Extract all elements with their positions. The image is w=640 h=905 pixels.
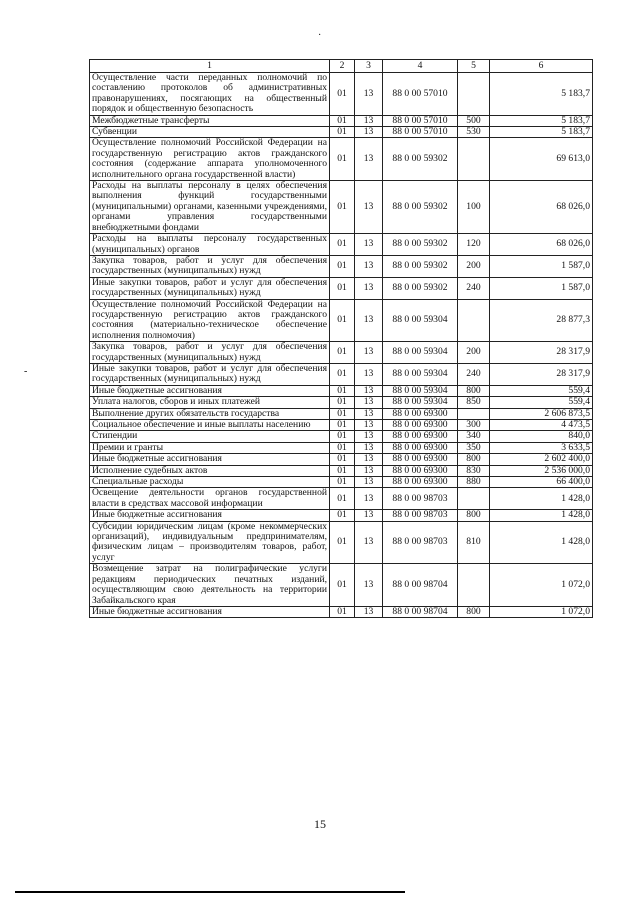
header-col-5: 5 xyxy=(458,60,490,73)
cell-target-code: 88 0 00 59302 xyxy=(383,234,458,256)
cell-subsection: 13 xyxy=(355,477,383,488)
cell-name: Субвенции xyxy=(90,127,330,138)
table-row xyxy=(90,234,593,256)
table-row xyxy=(90,363,593,385)
table-row xyxy=(90,564,593,607)
cell-expense-type xyxy=(458,564,490,607)
cell-subsection: 13 xyxy=(355,442,383,453)
cell-subsection: 13 xyxy=(355,564,383,607)
cell-expense-type: 830 xyxy=(458,465,490,476)
table-row xyxy=(90,510,593,521)
cell-target-code: 88 0 00 59304 xyxy=(383,363,458,385)
table-row xyxy=(90,442,593,453)
cell-amount: 1 072,0 xyxy=(490,564,593,607)
table-row xyxy=(90,420,593,431)
cell-target-code: 88 0 00 69300 xyxy=(383,408,458,419)
cell-subsection: 13 xyxy=(355,385,383,396)
cell-target-code: 88 0 00 59302 xyxy=(383,181,458,234)
cell-subsection: 13 xyxy=(355,408,383,419)
cell-section: 01 xyxy=(330,138,355,181)
cell-subsection: 13 xyxy=(355,115,383,126)
side-mark: - xyxy=(24,366,28,377)
cell-expense-type: 880 xyxy=(458,477,490,488)
cell-target-code: 88 0 00 69300 xyxy=(383,454,458,465)
cell-amount: 559,4 xyxy=(490,397,593,408)
cell-subsection: 13 xyxy=(355,510,383,521)
cell-target-code: 88 0 00 98703 xyxy=(383,488,458,510)
cell-subsection: 13 xyxy=(355,234,383,256)
cell-subsection: 13 xyxy=(355,181,383,234)
cell-name: Закупка товаров, работ и услуг для обеспечения государственных (муниципальных) нужд xyxy=(90,255,330,277)
cell-name: Осуществление полномочий Российской Федерации на государственную регистрацию актов гражданского состояния (содержание аппарата уполномоченного исполнительного органа государственной власти) xyxy=(90,138,330,181)
cell-section: 01 xyxy=(330,363,355,385)
cell-target-code: 88 0 00 57010 xyxy=(383,115,458,126)
cell-section: 01 xyxy=(330,606,355,617)
cell-section: 01 xyxy=(330,299,355,342)
cell-expense-type: 200 xyxy=(458,255,490,277)
cell-amount: 2 606 873,5 xyxy=(490,408,593,419)
cell-subsection: 13 xyxy=(355,277,383,299)
table-row xyxy=(90,181,593,234)
cell-amount: 28 317,9 xyxy=(490,363,593,385)
cell-subsection: 13 xyxy=(355,488,383,510)
cell-section: 01 xyxy=(330,234,355,256)
cell-amount: 68 026,0 xyxy=(490,181,593,234)
cell-section: 01 xyxy=(330,477,355,488)
cell-amount: 1 587,0 xyxy=(490,277,593,299)
table-row xyxy=(90,115,593,126)
cell-target-code: 88 0 00 98704 xyxy=(383,564,458,607)
cell-subsection: 13 xyxy=(355,138,383,181)
cell-target-code: 88 0 00 69300 xyxy=(383,442,458,453)
cell-expense-type xyxy=(458,299,490,342)
cell-expense-type xyxy=(458,73,490,116)
cell-amount: 28 877,3 xyxy=(490,299,593,342)
cell-expense-type: 100 xyxy=(458,181,490,234)
table-row xyxy=(90,465,593,476)
cell-expense-type: 800 xyxy=(458,510,490,521)
cell-name: Иные бюджетные ассигнования xyxy=(90,606,330,617)
cell-amount: 5 183,7 xyxy=(490,73,593,116)
cell-target-code: 88 0 00 59304 xyxy=(383,385,458,396)
cell-name: Выполнение других обязательств государства xyxy=(90,408,330,419)
cell-amount: 69 613,0 xyxy=(490,138,593,181)
cell-subsection: 13 xyxy=(355,454,383,465)
cell-section: 01 xyxy=(330,442,355,453)
cell-target-code: 88 0 00 69300 xyxy=(383,465,458,476)
cell-amount: 1 428,0 xyxy=(490,510,593,521)
cell-section: 01 xyxy=(330,255,355,277)
cell-amount: 2 602 400,0 xyxy=(490,454,593,465)
cell-expense-type: 200 xyxy=(458,342,490,364)
footer-rule xyxy=(15,891,405,893)
cell-expense-type: 350 xyxy=(458,442,490,453)
cell-section: 01 xyxy=(330,397,355,408)
header-col-4: 4 xyxy=(383,60,458,73)
cell-name: Межбюджетные трансферты xyxy=(90,115,330,126)
cell-target-code: 88 0 00 57010 xyxy=(383,127,458,138)
cell-target-code: 88 0 00 69300 xyxy=(383,431,458,442)
cell-subsection: 13 xyxy=(355,255,383,277)
cell-section: 01 xyxy=(330,510,355,521)
table-row xyxy=(90,477,593,488)
cell-name: Иные закупки товаров, работ и услуг для обеспечения государственных (муниципальных) нужд xyxy=(90,277,330,299)
cell-subsection: 13 xyxy=(355,363,383,385)
cell-expense-type: 850 xyxy=(458,397,490,408)
cell-amount: 1 428,0 xyxy=(490,488,593,510)
table-row xyxy=(90,127,593,138)
cell-target-code: 88 0 00 59304 xyxy=(383,342,458,364)
table-row xyxy=(90,488,593,510)
table-body xyxy=(90,73,593,618)
cell-subsection: 13 xyxy=(355,420,383,431)
cell-section: 01 xyxy=(330,521,355,564)
top-mark: · xyxy=(318,30,322,41)
header-col-6: 6 xyxy=(490,60,593,73)
cell-section: 01 xyxy=(330,564,355,607)
cell-subsection: 13 xyxy=(355,342,383,364)
cell-expense-type: 120 xyxy=(458,234,490,256)
table-row xyxy=(90,606,593,617)
cell-amount: 5 183,7 xyxy=(490,115,593,126)
cell-expense-type: 240 xyxy=(458,363,490,385)
cell-target-code: 88 0 00 59304 xyxy=(383,299,458,342)
cell-subsection: 13 xyxy=(355,431,383,442)
cell-target-code: 88 0 00 69300 xyxy=(383,477,458,488)
cell-amount: 5 183,7 xyxy=(490,127,593,138)
cell-target-code: 88 0 00 59302 xyxy=(383,138,458,181)
cell-section: 01 xyxy=(330,181,355,234)
cell-name: Специальные расходы xyxy=(90,477,330,488)
cell-name: Возмещение затрат на полиграфические услуги редакциям периодических печатных изданий, осуществляющим свою деятельность на территории Забайкальского края xyxy=(90,564,330,607)
budget-table xyxy=(89,59,593,618)
cell-expense-type xyxy=(458,138,490,181)
cell-name: Иные закупки товаров, работ и услуг для обеспечения государственных (муниципальных) нужд xyxy=(90,363,330,385)
cell-amount: 28 317,9 xyxy=(490,342,593,364)
cell-name: Расходы на выплаты персоналу в целях обеспечения выполнения функций государственными (муниципальными) органами, казенными учреждениями, органами управления государственными внебюджетными фондами xyxy=(90,181,330,234)
cell-name: Субсидии юридическим лицам (кроме некоммерческих организаций), индивидуальным предпринимателям, физическим лицам – производителям товаров, работ, услуг xyxy=(90,521,330,564)
cell-name: Закупка товаров, работ и услуг для обеспечения государственных (муниципальных) нужд xyxy=(90,342,330,364)
cell-expense-type: 240 xyxy=(458,277,490,299)
cell-expense-type: 300 xyxy=(458,420,490,431)
cell-name: Исполнение судебных актов xyxy=(90,465,330,476)
table-row xyxy=(90,431,593,442)
cell-amount: 840,0 xyxy=(490,431,593,442)
cell-subsection: 13 xyxy=(355,73,383,116)
cell-subsection: 13 xyxy=(355,397,383,408)
cell-amount: 1 072,0 xyxy=(490,606,593,617)
cell-subsection: 13 xyxy=(355,606,383,617)
cell-section: 01 xyxy=(330,127,355,138)
cell-section: 01 xyxy=(330,342,355,364)
header-col-1: 1 xyxy=(90,60,330,73)
cell-amount: 68 026,0 xyxy=(490,234,593,256)
cell-amount: 1 428,0 xyxy=(490,521,593,564)
cell-expense-type: 800 xyxy=(458,606,490,617)
cell-expense-type: 800 xyxy=(458,385,490,396)
table-row xyxy=(90,408,593,419)
cell-target-code: 88 0 00 98703 xyxy=(383,510,458,521)
cell-amount: 66 400,0 xyxy=(490,477,593,488)
cell-name: Освещение деятельности органов государственной власти в средствах массовой информации xyxy=(90,488,330,510)
cell-section: 01 xyxy=(330,488,355,510)
cell-expense-type: 530 xyxy=(458,127,490,138)
cell-target-code: 88 0 00 59302 xyxy=(383,277,458,299)
cell-subsection: 13 xyxy=(355,521,383,564)
cell-amount: 559,4 xyxy=(490,385,593,396)
cell-subsection: 13 xyxy=(355,299,383,342)
table-row xyxy=(90,277,593,299)
cell-name: Иные бюджетные ассигнования xyxy=(90,510,330,521)
header-col-2: 2 xyxy=(330,60,355,73)
cell-section: 01 xyxy=(330,73,355,116)
header-row xyxy=(90,60,593,73)
cell-target-code: 88 0 00 98703 xyxy=(383,521,458,564)
cell-name: Осуществление полномочий Российской Федерации на государственную регистрацию актов гражданского состояния (материально-техническое обеспечение исполнения полномочия) xyxy=(90,299,330,342)
table-row xyxy=(90,138,593,181)
table-row xyxy=(90,299,593,342)
table-row xyxy=(90,385,593,396)
cell-target-code: 88 0 00 57010 xyxy=(383,73,458,116)
cell-name: Расходы на выплаты персоналу государственных (муниципальных) органов xyxy=(90,234,330,256)
cell-name: Осуществление части переданных полномочий по составлению протоколов об административных правонарушениях, посягающих на общественный порядок и общественную безопасность xyxy=(90,73,330,116)
cell-target-code: 88 0 00 59302 xyxy=(383,255,458,277)
cell-section: 01 xyxy=(330,431,355,442)
cell-expense-type xyxy=(458,488,490,510)
cell-amount: 4 473,5 xyxy=(490,420,593,431)
cell-amount: 1 587,0 xyxy=(490,255,593,277)
cell-expense-type: 810 xyxy=(458,521,490,564)
cell-name: Премии и гранты xyxy=(90,442,330,453)
cell-expense-type xyxy=(458,408,490,419)
cell-section: 01 xyxy=(330,408,355,419)
table-row xyxy=(90,397,593,408)
cell-name: Иные бюджетные ассигнования xyxy=(90,385,330,396)
cell-section: 01 xyxy=(330,454,355,465)
cell-target-code: 88 0 00 59304 xyxy=(383,397,458,408)
cell-expense-type: 800 xyxy=(458,454,490,465)
header-col-3: 3 xyxy=(355,60,383,73)
table-row xyxy=(90,255,593,277)
table-row xyxy=(90,342,593,364)
table-row xyxy=(90,73,593,116)
cell-amount: 2 536 000,0 xyxy=(490,465,593,476)
cell-name: Социальное обеспечение и иные выплаты населению xyxy=(90,420,330,431)
cell-target-code: 88 0 00 69300 xyxy=(383,420,458,431)
cell-name: Стипендии xyxy=(90,431,330,442)
cell-section: 01 xyxy=(330,420,355,431)
cell-subsection: 13 xyxy=(355,127,383,138)
cell-amount: 3 633,5 xyxy=(490,442,593,453)
cell-target-code: 88 0 00 98704 xyxy=(383,606,458,617)
cell-section: 01 xyxy=(330,115,355,126)
cell-name: Уплата налогов, сборов и иных платежей xyxy=(90,397,330,408)
cell-expense-type: 500 xyxy=(458,115,490,126)
cell-subsection: 13 xyxy=(355,465,383,476)
cell-section: 01 xyxy=(330,385,355,396)
table-header xyxy=(90,60,593,73)
page-number: 15 xyxy=(314,817,326,831)
cell-section: 01 xyxy=(330,277,355,299)
cell-section: 01 xyxy=(330,465,355,476)
cell-name: Иные бюджетные ассигнования xyxy=(90,454,330,465)
table-row xyxy=(90,454,593,465)
table-row xyxy=(90,521,593,564)
cell-expense-type: 340 xyxy=(458,431,490,442)
